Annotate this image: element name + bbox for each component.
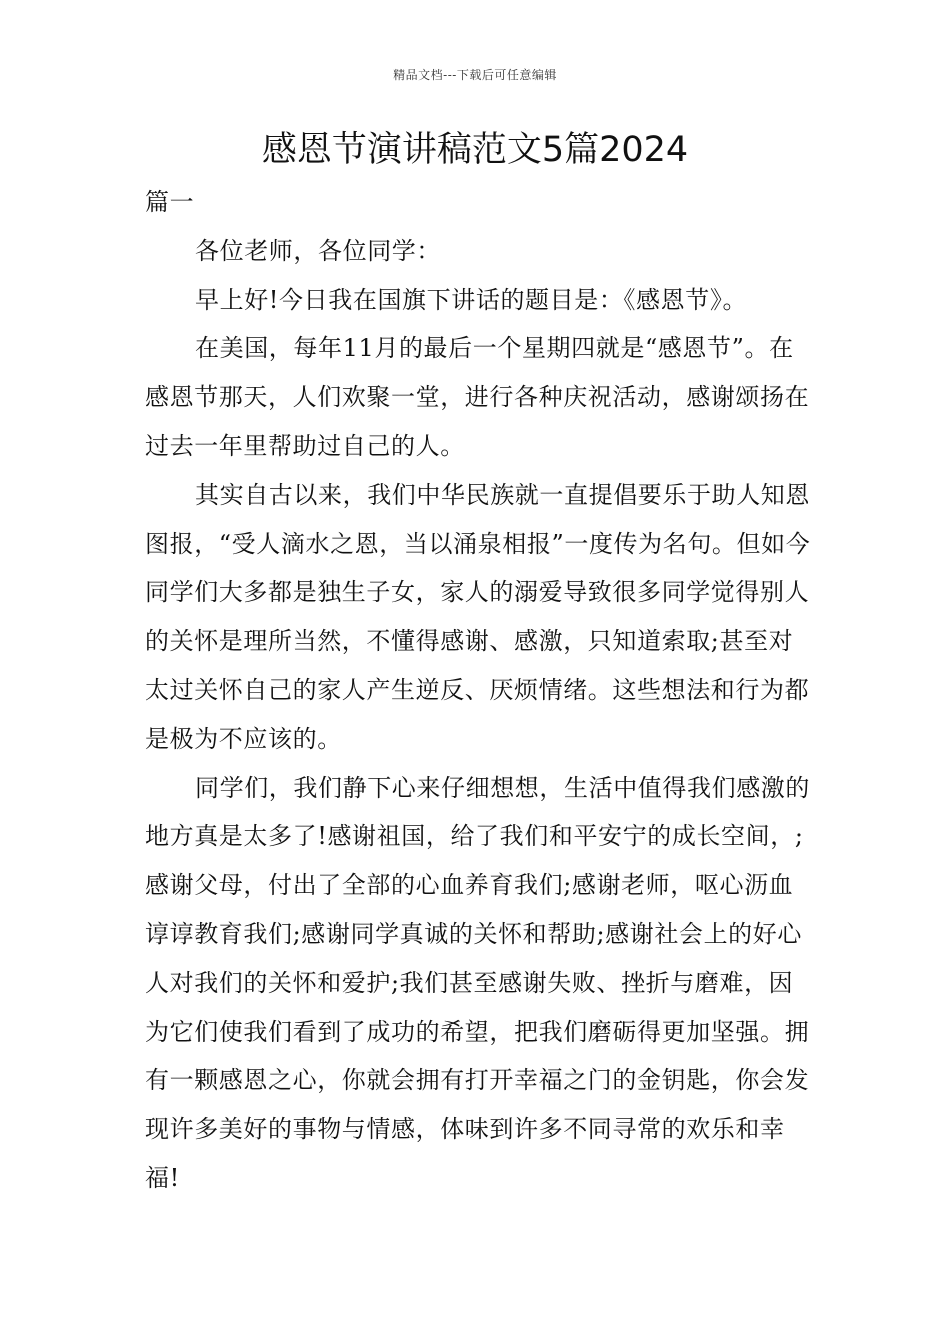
paragraph-gratitude: 同学们，我们静下心来仔细想想，生活中值得我们感激的地方真是太多了!感谢祖国，给了我们和平安宁的成长空间，;感谢父母，付出了全部的心血养育我们;感谢老师，呕心沥血谆谆教育我们;感谢同学真诚的关怀和帮助;感谢社会上的好心人对我们的关怀和爱护;我们甚至感谢失败、挫折与磨难，因为它们使我们看到了成功的希望，把我们磨砺得更加坚强。拥有一颗感恩之心，你就会拥有打开幸福之门的金钥匙，你会发现许多美好的事物与情感，体味到许多不同寻常的欢乐和幸福! bbox=[145, 773, 810, 1192]
section-label: 篇一 bbox=[145, 188, 195, 216]
document-body bbox=[145, 178, 817, 1203]
paragraph-thanksgiving-origin: 在美国，每年11月的最后一个星期四就是“感恩节”。在感恩节那天，人们欢聚一堂，进行各种庆祝活动，感谢颂扬在过去一年里帮助过自己的人。 bbox=[145, 334, 810, 460]
paragraph-opening: 早上好!今日我在国旗下讲话的题目是：《感恩节》。 bbox=[195, 285, 748, 314]
paragraph-chinese-tradition: 其实自古以来，我们中华民族就一直提倡要乐于助人知恩图报，“受人滴水之恩，当以涌泉相报”一度传为名句。但如今同学们大多都是独生子女，家人的溺爱导致很多同学觉得别人的关怀是理所当然，不懂得感谢、感激，只知道索取;甚至对太过关怀自己的家人产生逆反、厌烦情绪。这些想法和行为都是极为不应该的。 bbox=[145, 480, 811, 753]
paragraph-greeting: 各位老师，各位同学： bbox=[195, 236, 441, 265]
document-title: 感恩节演讲稿范文5篇2024 bbox=[261, 130, 689, 170]
header-note: 精品文档---下载后可任意编辑 bbox=[393, 68, 557, 82]
